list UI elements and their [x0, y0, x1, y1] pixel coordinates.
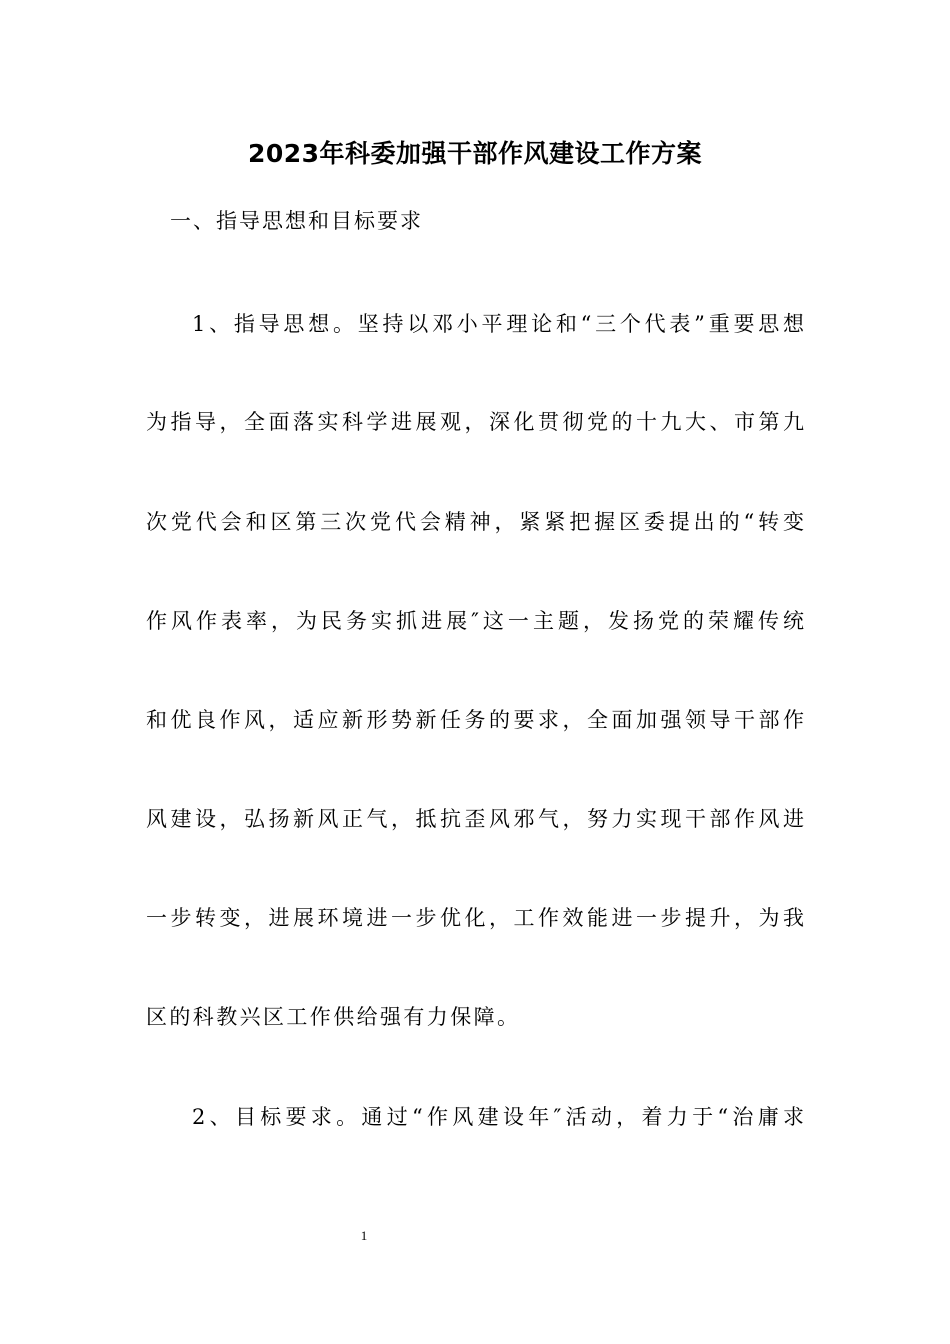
page-number: 1 — [360, 1228, 368, 1243]
paragraph-line: 一步转变，进展环境进一步优化，工作效能进一步提升，为我 — [146, 906, 804, 930]
paragraph-line: 风建设，弘扬新风正气，抵抗歪风邪气，努力实现干部作风进 — [146, 807, 804, 831]
paragraph-line: 为指导，全面落实科学进展观，深化贯彻党的十九大、市第九 — [146, 410, 804, 434]
paragraph-line: 和优良作风，适应新形势新任务的要求，全面加强领导干部作 — [146, 708, 804, 732]
paragraph-line: 作风作表率，为民务实抓进展″这一主题，发扬党的荣耀传统 — [146, 609, 804, 633]
paragraph-line: 2、目标要求。通过“作风建设年″活动，着力于“治庸求 — [192, 1105, 804, 1129]
paragraph-line: 次党代会和区第三次党代会精神，紧紧把握区委提出的“转变 — [146, 510, 804, 534]
paragraph-line: 区的科教兴区工作供给强有力保障。 — [146, 1005, 521, 1029]
section-heading: 一、指导思想和目标要求 — [170, 209, 423, 233]
document-title: 2023年科委加强干部作风建设工作方案 — [247, 139, 703, 168]
paragraph-line: 1、指导思想。坚持以邓小平理论和“三个代表”重要思想 — [192, 312, 804, 336]
